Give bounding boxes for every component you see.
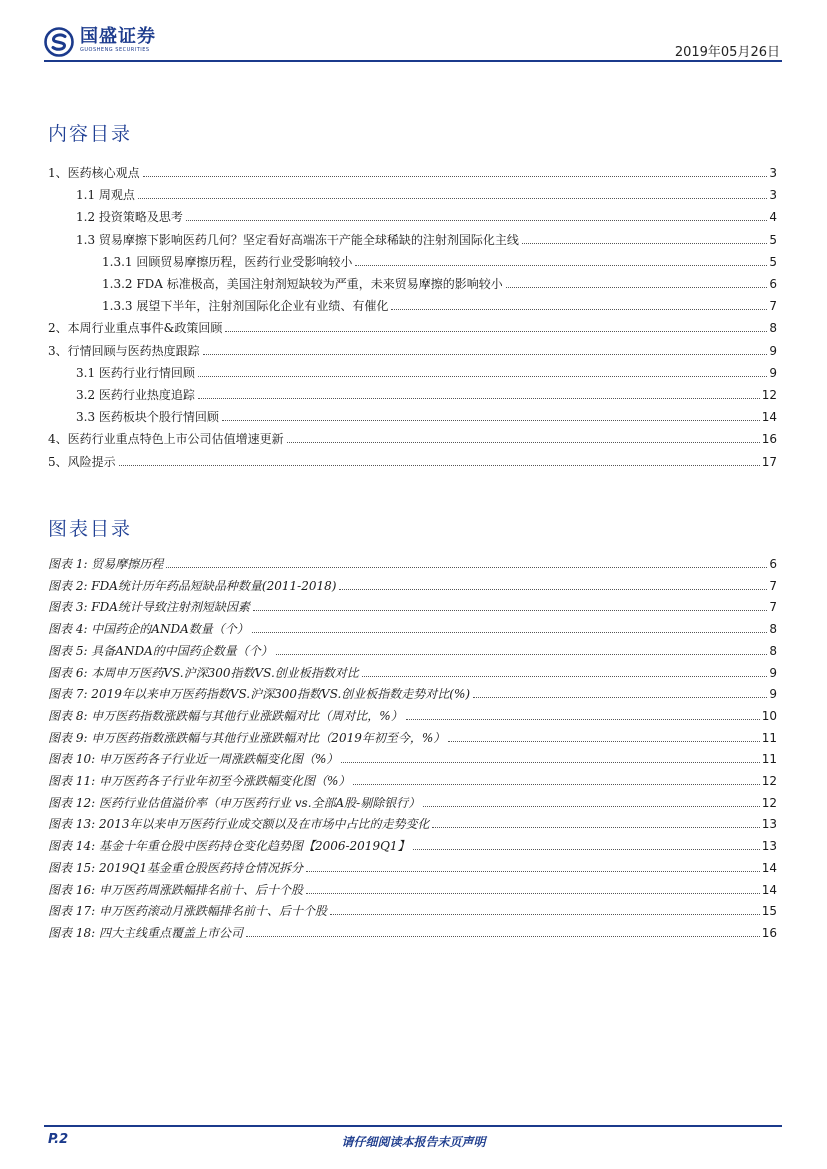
dot-leader [432, 826, 759, 828]
dot-leader [203, 353, 768, 355]
figure-entry-label: 图表 17: 申万医药滚动月涨跌幅排名前十、后十个股 [48, 904, 327, 919]
dot-leader [166, 566, 767, 568]
figure-entry-page: 11 [761, 752, 777, 767]
disclaimer-note: 请仔细阅读本报告末页声明 [341, 1135, 486, 1149]
figure-entry[interactable] [48, 793, 777, 811]
dot-leader [339, 588, 767, 590]
toc-entry-page: 9 [769, 365, 777, 380]
toc-entry[interactable] [102, 296, 777, 314]
toc-entry-page: 5 [769, 232, 777, 247]
toc-entry-page: 9 [769, 343, 777, 358]
dot-leader [287, 441, 760, 443]
figure-entry-label: 图表 18: 四大主线重点覆盖上市公司 [48, 925, 243, 940]
dot-leader [473, 696, 767, 698]
toc-entry[interactable] [76, 207, 777, 225]
figure-entry-label: 图表 14: 基金十年重仓股中医药持仓变化趋势图【2006-2019Q1】 [48, 839, 410, 854]
toc-entry-page: 4 [769, 210, 777, 225]
figure-entry-label: 图表 1: 贸易摩擦历程 [48, 557, 164, 571]
figure-entry-label: 图表 6: 本周申万医药VS.沪深300指数VS.创业板指数对比 [48, 665, 359, 680]
toc-entry[interactable] [48, 163, 777, 181]
dot-leader [522, 242, 767, 244]
toc-entry-page: 17 [761, 454, 777, 469]
figure-entry-page: 14 [761, 882, 777, 897]
dot-leader [186, 219, 767, 221]
figures-title: 图表目录 [48, 518, 133, 540]
page-header [0, 0, 827, 62]
figure-entry[interactable] [48, 663, 777, 681]
figure-entry-label: 图表 9: 申万医药指数涨跌幅与其他行业涨跌幅对比（2019年初至今，%） [48, 730, 446, 745]
figure-entry[interactable] [48, 771, 777, 789]
dot-leader [413, 848, 760, 850]
figure-entry[interactable] [48, 684, 777, 702]
dot-leader [225, 330, 767, 332]
figure-entry-page: 11 [761, 730, 777, 745]
toc-entry-label: 3.1 医药行业行情回顾 [76, 365, 195, 380]
figure-entry[interactable] [48, 749, 777, 767]
logo-chinese-name: 国盛证券 [80, 26, 156, 47]
figure-entry-page: 14 [761, 860, 777, 875]
toc-entry[interactable] [76, 385, 777, 403]
figure-entry-page: 6 [769, 557, 777, 571]
toc-entry-label: 3.2 医药行业热度追踪 [76, 388, 195, 402]
toc-entry[interactable] [76, 363, 777, 381]
figure-entry-label: 图表 5: 具备ANDA的中国药企数量（个） [48, 643, 273, 658]
toc-entry[interactable] [76, 230, 777, 248]
dot-leader [222, 419, 760, 421]
dot-leader [330, 913, 760, 915]
report-date: 2019年05月26日 [674, 45, 780, 60]
toc-title: 内容目录 [48, 123, 133, 145]
toc-entry[interactable] [48, 318, 777, 336]
dot-leader [252, 631, 768, 633]
toc-entry-label: 2、本周行业重点事件&政策回顾 [48, 321, 223, 336]
figure-entry[interactable] [48, 619, 777, 637]
dot-leader [198, 397, 760, 399]
figure-entry[interactable] [48, 597, 777, 615]
toc-entry[interactable] [48, 341, 777, 359]
figure-entry-label: 图表 3: FDA统计导致注射剂短缺因素 [48, 600, 250, 615]
figure-entry-label: 图表 4: 中国药企的ANDA数量（个） [48, 622, 249, 637]
dot-leader [355, 264, 767, 266]
toc-entry-page: 3 [769, 166, 777, 180]
figure-entry-label: 图表 10: 申万医药各子行业近一周涨跌幅变化图（%） [48, 752, 339, 767]
header-divider [44, 60, 782, 62]
dot-leader [353, 783, 759, 785]
dot-leader [253, 609, 767, 611]
toc-entry[interactable] [102, 252, 777, 270]
figure-entry-page: 7 [769, 600, 777, 615]
figure-entry[interactable] [48, 858, 777, 876]
dot-leader [143, 175, 768, 177]
toc-entry-label: 3.3 医药板块个股行情回顾 [76, 410, 219, 425]
logo-english-name: GUOSHENG SECURITIES [80, 47, 150, 53]
toc-entry-label: 1.3.2 FDA 标准极高，美国注射剂短缺较为严重，未来贸易摩擦的影响较小 [102, 277, 503, 291]
figure-entry-label: 图表 2: FDA统计历年药品短缺品种数量(2011-2018) [48, 578, 337, 593]
toc-entry-label: 1.3.3 展望下半年，注射剂国际化企业有业绩、有催化 [102, 299, 389, 314]
toc-entry-page: 3 [769, 188, 777, 203]
dot-leader [423, 805, 759, 807]
figure-entry[interactable] [48, 836, 777, 854]
dot-leader [306, 870, 760, 872]
company-logo [44, 27, 156, 59]
toc-entry[interactable] [102, 274, 777, 292]
toc-entry-page: 6 [769, 277, 777, 291]
dot-leader [391, 308, 767, 310]
figure-entry-page: 13 [761, 817, 777, 832]
figure-entry-label: 图表 11: 申万医药各子行业年初至今涨跌幅变化图（%） [48, 774, 351, 788]
toc-entry-label: 1.3 贸易摩擦下影响医药几何？坚定看好高端冻干产能全球稀缺的注射剂国际化主线 [76, 232, 519, 247]
figure-entry[interactable] [48, 901, 777, 919]
figure-entry-label: 图表 8: 申万医药指数涨跌幅与其他行业涨跌幅对比（周对比，%） [48, 708, 403, 723]
figure-entry[interactable] [48, 706, 777, 724]
figure-entry-label: 图表 15: 2019Q1基金重仓股医药持仓情况拆分 [48, 860, 303, 875]
toc-entry-label: 3、行情回顾与医药热度跟踪 [48, 343, 200, 358]
dot-leader [276, 653, 768, 655]
figure-entry[interactable] [48, 880, 777, 898]
toc-entry-label: 1、医药核心观点 [48, 166, 140, 180]
figure-entry-page: 13 [761, 839, 777, 854]
toc-entry-label: 1.3.1 回顾贸易摩擦历程，医药行业受影响较小 [102, 254, 353, 269]
toc-entry-label: 1.2 投资策略及思考 [76, 210, 183, 225]
toc-entry-page: 5 [769, 254, 777, 269]
dot-leader [448, 740, 759, 742]
figure-entry-label: 图表 13: 2013年以来申万医药行业成交额以及在市场中占比的走势变化 [48, 817, 430, 832]
toc-entry-label: 4、医药行业重点特色上市公司估值增速更新 [48, 432, 284, 447]
figure-entry[interactable] [48, 576, 777, 594]
figure-entry-page: 10 [761, 708, 777, 723]
figure-entry-page: 12 [761, 774, 777, 788]
dot-leader [198, 375, 767, 377]
figure-entry-page: 12 [761, 795, 777, 810]
figure-entry-page: 7 [769, 578, 777, 593]
toc-entry[interactable] [48, 452, 777, 470]
figure-entry-page: 9 [769, 665, 777, 680]
toc-entry-page: 8 [769, 321, 777, 336]
figure-entry[interactable] [48, 554, 777, 572]
dot-leader [138, 197, 767, 199]
figure-entry-label: 图表 12: 医药行业估值溢价率（申万医药行业 vs.全部A股-剔除银行） [48, 795, 421, 810]
figure-entry-label: 图表 7: 2019年以来申万医药指数VS.沪深300指数VS.创业板指数走势对比(%) [48, 687, 471, 702]
figure-entry-page: 16 [761, 925, 777, 940]
figure-entry-label: 图表 16: 申万医药周涨跌幅排名前十、后十个股 [48, 882, 303, 897]
dot-leader [246, 935, 760, 937]
footer-divider [44, 1125, 782, 1127]
toc-entry[interactable] [76, 185, 777, 203]
figure-entry[interactable] [48, 641, 777, 659]
figure-entry[interactable] [48, 814, 777, 832]
dot-leader [341, 761, 759, 763]
toc-entry-label: 5、风险提示 [48, 454, 116, 469]
toc-entry-page: 16 [761, 432, 777, 447]
figure-entry-page: 15 [761, 904, 777, 919]
figure-entry-page: 8 [769, 622, 777, 637]
toc-entry[interactable] [48, 429, 777, 447]
toc-entry-page: 12 [761, 388, 777, 402]
dot-leader [406, 718, 760, 720]
figure-entry-page: 9 [769, 687, 777, 702]
toc-entry[interactable] [76, 407, 777, 425]
figure-entry-page: 8 [769, 643, 777, 658]
dot-leader [506, 286, 768, 288]
toc-entry-page: 7 [769, 299, 777, 314]
dot-leader [362, 675, 768, 677]
page-number: P.2 [48, 1132, 69, 1147]
dot-leader [306, 892, 760, 894]
figure-entry[interactable] [48, 923, 777, 941]
toc-entry-page: 14 [761, 410, 777, 425]
dot-leader [119, 464, 760, 466]
toc-entry-label: 1.1 周观点 [76, 188, 135, 203]
logo-mark-icon [44, 27, 74, 57]
figure-entry[interactable] [48, 728, 777, 746]
